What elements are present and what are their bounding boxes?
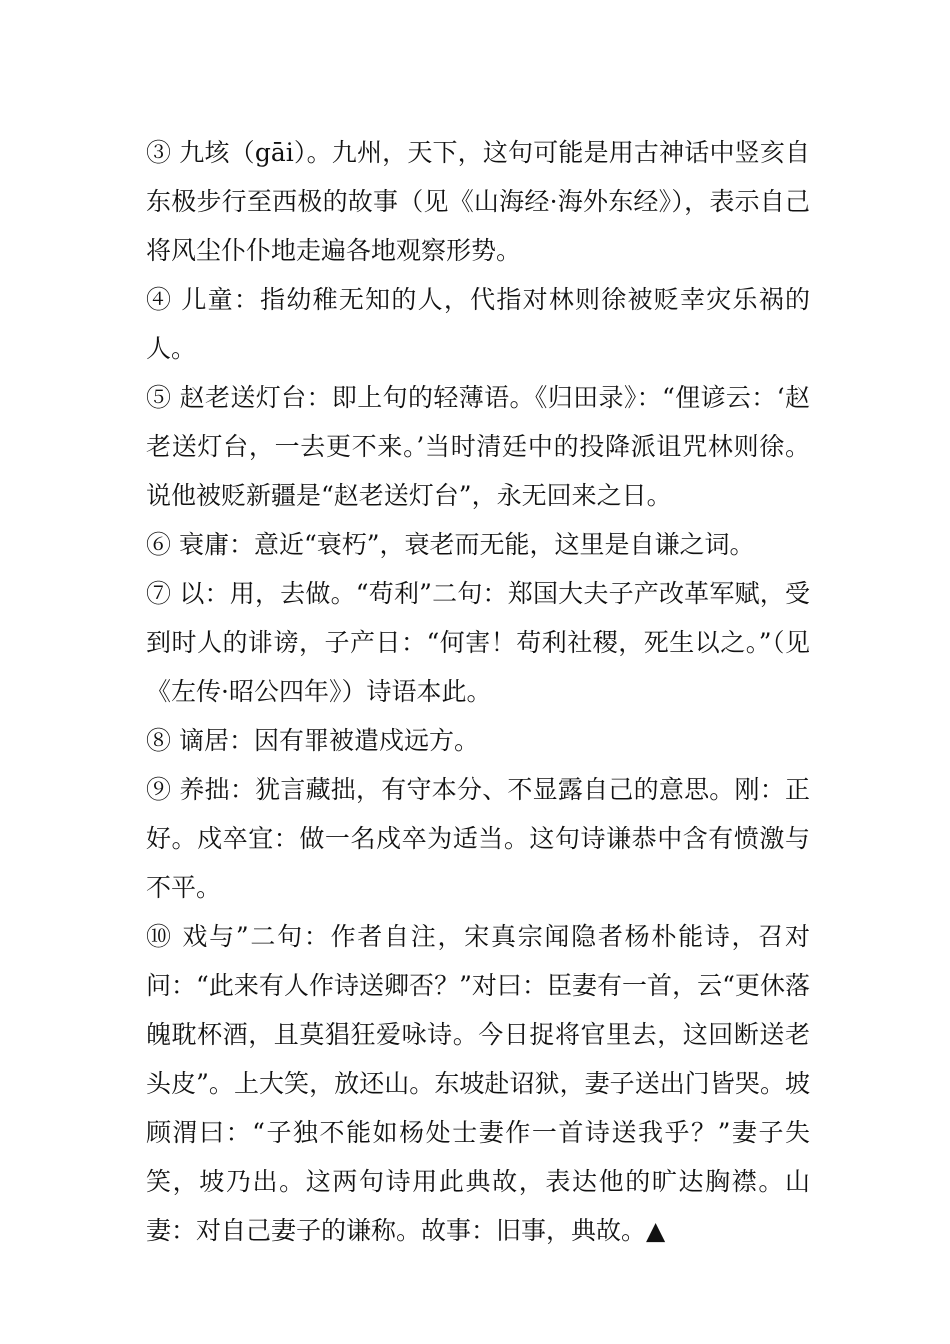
note-5: ⑤ 赵老送灯台：即上句的轻薄语。《归田录》：“俚谚云：‘赵老送灯台，一去更不来。’当时清廷中的投降派诅咒林则徐。说他被贬新疆是“赵老送灯台”，永无回来之日。 <box>146 383 810 510</box>
note-6: ⑥ 衰庸：意近“衰朽”，衰老而无能，这里是自谦之词。 <box>146 530 755 559</box>
note-8: ⑧ 谪居：因有罪被遣戍远方。 <box>146 726 479 755</box>
note-9: ⑨ 养拙：犹言藏拙，有守本分、不显露自己的意思。刚：正好。戍卒宜：做一名戍卒为适当。这句诗谦恭中含有愤激与不平。 <box>146 775 810 902</box>
annotation-notes <box>146 128 810 1255</box>
note-4: ④ 儿童：指幼稚无知的人，代指对林则徐被贬幸灾乐祸的人。 <box>146 285 810 363</box>
note-3: ③ 九垓（gāi）。九州，天下，这句可能是用古神话中竖亥自东极步行至西极的故事（见《山海经·海外东经》），表示自己将风尘仆仆地走遍各地观察形势。 <box>146 138 810 265</box>
note-7: ⑦ 以：用，去做。“苟利”二句：郑国大夫子产改革军赋，受到时人的诽谤，子产日：“何害！苟利社稷，死生以之。”（见《左传·昭公四年》）诗语本此。 <box>146 579 810 706</box>
note-10: ⑩ 戏与”二句：作者自注，宋真宗闻隐者杨朴能诗，召对问：“此来有人作诗送卿否？”对曰：臣妻有一首，云“更休落魄耽杯酒，且莫猖狂爱咏诗。今日捉将官里去，这回断送老头皮”。上大笑，放还山。东坡赴诏狱，妻子送出门皆哭。坡顾渭曰：“子独不能如杨处士妻作一首诗送我乎？”妻子失笑，坡乃出。这两句诗用此典故，表达他的旷达胸襟。山妻：对自己妻子的谦称。故事：旧事，典故。▲ <box>146 922 810 1245</box>
